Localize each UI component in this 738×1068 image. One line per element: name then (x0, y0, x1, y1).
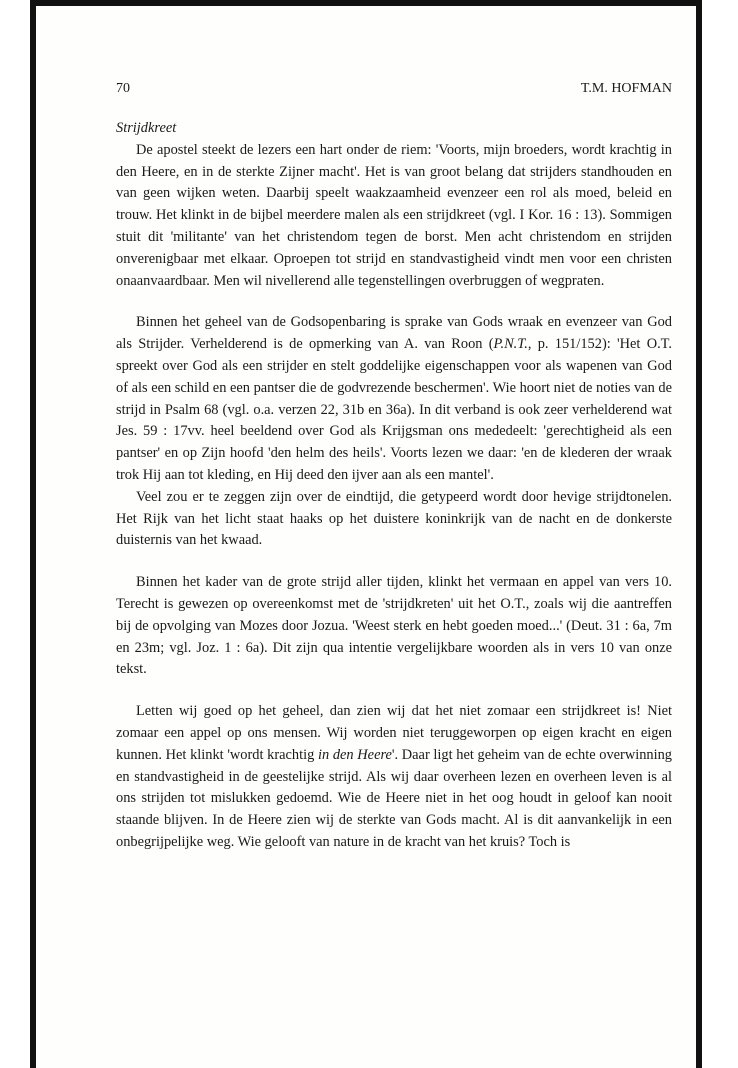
page-number: 70 (116, 81, 130, 96)
paragraph-2 (116, 312, 672, 486)
paragraph-2-citation-italic: P.N.T. (493, 336, 528, 353)
book-page (36, 6, 696, 1068)
paragraph-5-text-end: '. Daar ligt het geheim van de echte overwinning en standvastigheid in de geestelijke strijd. Als wij daar overheen lezen en overheen leven is al ons strijden tot mislukken gedoemd. Wie de Heere niet in het oog houdt in geloof kan nooit staande blijven. In de Heere zien wij de sterkte van Gods macht. Al is dit aanvankelijk in een onbegrijpelijke weg. Wie gelooft van nature in de kracht van het kruis? Toch is (116, 746, 673, 850)
paragraph-5 (116, 701, 672, 854)
paragraph-1: De apostel steekt de lezers een hart onder de riem: 'Voorts, mijn broeders, wordt krachtig in den Heere, en in de sterkte Zijner macht'. Het is van groot belang dat strijders standhouden en van geen wijken weten. Daarbij speelt waakzaamheid evenzeer een rol als moed, beleid en trouw. Het klinkt in de bijbel meerdere malen als een strijdkreet (vgl. I Kor. 16 : 13). Sommigen stuit dit 'militante' van het christendom tegen de borst. Men acht christendom en strijden onverenigbaar met elkaar. Oproepen tot strijd en standvastigheid vindt men voor een christen onaanvaardbaar. Men wil nivellerend alle tegenstellingen overbruggen of wegpraten. (116, 141, 672, 289)
paragraph-2-text-end: , p. 151/152): 'Het O.T. spreekt over God als een strijder en stelt goddelijke eigenschappen voor als wapenen van God of als een schild en een pantser die de godvrezende beschermen'. Wie hoort niet de noties van de strijd in Psalm 68 (vgl. o.a. verzen 22, 31b en 36a). In dit verband is ook zeer verhelderend wat Jes. 59 : 17vv. heel beeldend over God als Krijgsman ons mededeelt: 'gerechtigheid als een pantser' en op Zijn hoofd 'den helm des heils'. Voorts lezen we daar: 'en de klederen der wraak trok Hij aan tot kleding, en Hij deed den ijver aan als een mantel'. (116, 336, 672, 483)
paragraph-4: Binnen het kader van de grote strijd aller tijden, klinkt het vermaan en appel van vers 10. Terecht is gewezen op overeenkomst met de 'strijdkreten' uit het O.T., zoals wij die aantreffen bij de opvolging van Mozes door Jozua. 'Weest sterk en hebt goeden moed...' (Deut. 31 : 6a, 7m en 23m; vgl. Joz. 1 : 6a). Dit zijn qua intentie vergelijkbare woorden als in vers 10 van onze tekst. (116, 574, 672, 678)
page-header (116, 78, 672, 100)
paragraph-5-text-start: Letten wij goed op het geheel, dan zien wij dat het niet zomaar een strijdkreet is! Niet zomaar een appel op ons mensen. Wij worden niet teruggeworpen op eigen kracht en eigen kunnen. Het klinkt 'wordt krachtig (116, 703, 672, 763)
section-heading: Strijdkreet (116, 120, 177, 136)
page-content (116, 78, 672, 854)
running-head: T.M. HOFMAN (580, 81, 672, 96)
paragraph-5-emphasis-italic: in den Heere (317, 746, 392, 763)
scan-border-right (696, 0, 702, 1068)
paragraph-3: Veel zou er te zeggen zijn over de eindtijd, die getypeerd wordt door hevige strijdtonelen. Het Rijk van het licht staat haaks op het duistere koninkrijk van de nacht en de donkerste duisternis van het kwaad. (116, 488, 672, 549)
paragraph-2-text-start: Binnen het geheel van de Godsopenbaring is sprake van Gods wraak en evenzeer van God als Strijder. Verhelderend is de opmerking van A. van Roon ( (116, 314, 672, 353)
